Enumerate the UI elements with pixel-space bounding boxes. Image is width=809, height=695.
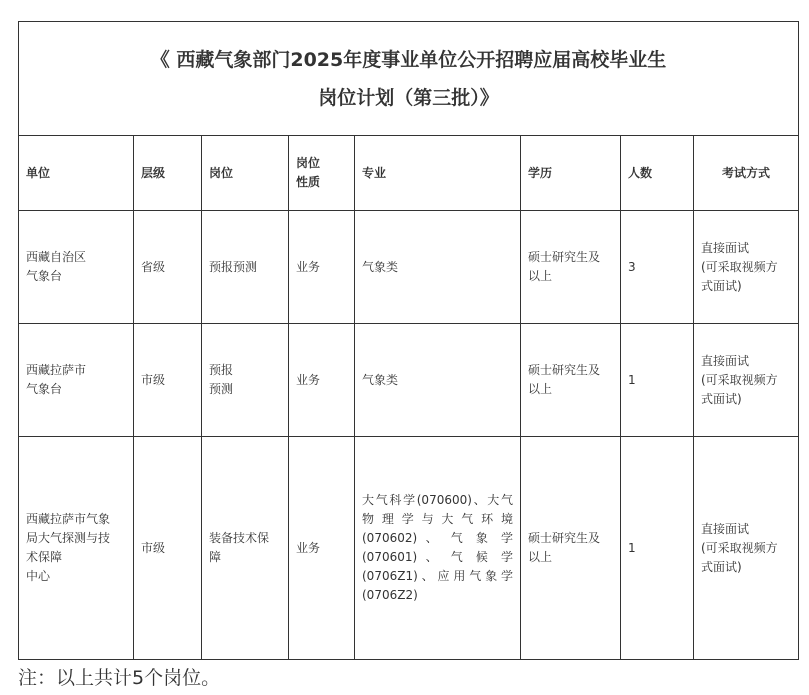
cell-education-line: 硕士研究生及 bbox=[528, 250, 601, 264]
header-nature-line-2: 性质 bbox=[296, 175, 321, 189]
cell-exam-line: 直接面试 bbox=[701, 353, 750, 368]
cell-unit bbox=[19, 324, 134, 437]
cell-education bbox=[521, 437, 621, 660]
title-line-2: 岗位计划（第三批）》 bbox=[318, 86, 499, 109]
cell-level: 市级 bbox=[134, 324, 202, 437]
header-count: 人数 bbox=[621, 136, 694, 211]
cell-exam bbox=[694, 437, 799, 660]
cell-major-line: 大气科学(070600)、大气 bbox=[362, 493, 513, 507]
header-education: 学历 bbox=[521, 136, 621, 211]
cell-exam-line: 直接面试 bbox=[701, 240, 750, 255]
header-position: 岗位 bbox=[202, 136, 289, 211]
cell-exam-line: 式面试) bbox=[701, 278, 742, 293]
header-unit: 单位 bbox=[19, 136, 134, 211]
cell-education-line: 硕士研究生及 bbox=[528, 531, 601, 545]
cell-education-line: 以上 bbox=[528, 269, 553, 283]
cell-position bbox=[202, 437, 289, 660]
cell-unit-line: 西藏拉萨市气象 bbox=[26, 512, 111, 526]
recruitment-plan-table bbox=[18, 21, 799, 660]
cell-education-line: 以上 bbox=[528, 550, 553, 564]
cell-major bbox=[355, 211, 521, 324]
title-line-1: 《 西藏气象部门2025年度事业单位公开招聘应届高校毕业生 bbox=[150, 48, 667, 71]
cell-major-line: (0706Z2) bbox=[362, 588, 418, 602]
cell-exam bbox=[694, 324, 799, 437]
cell-position bbox=[202, 211, 289, 324]
cell-exam-line: 直接面试 bbox=[701, 521, 750, 536]
cell-unit bbox=[19, 211, 134, 324]
cell-major-line: (0706Z1)、应用气象学 bbox=[362, 569, 513, 583]
header-nature bbox=[289, 136, 355, 211]
cell-unit-line: 局大气探测与技 bbox=[26, 531, 111, 545]
cell-major-line: (070601) 、 气 候 学 bbox=[362, 550, 513, 564]
cell-education-line: 硕士研究生及 bbox=[528, 363, 601, 377]
cell-position-line: 装备技术保 bbox=[209, 531, 270, 545]
cell-count: 3 bbox=[621, 211, 694, 324]
cell-position bbox=[202, 324, 289, 437]
cell-exam-line: (可采取视频方 bbox=[701, 372, 778, 387]
cell-major-line: (070602) 、 气 象 学 bbox=[362, 531, 513, 545]
cell-education bbox=[521, 211, 621, 324]
cell-nature: 业务 bbox=[289, 211, 355, 324]
cell-major-line: 物理学与大气环境 bbox=[362, 512, 513, 526]
footnote: 注：以上共计5个岗位。 bbox=[18, 667, 221, 689]
header-row bbox=[19, 136, 799, 211]
cell-position-line: 预测 bbox=[209, 382, 234, 396]
header-level: 层级 bbox=[134, 136, 202, 211]
cell-exam bbox=[694, 211, 799, 324]
table-row bbox=[19, 324, 799, 437]
cell-education bbox=[521, 324, 621, 437]
header-nature-line-1: 岗位 bbox=[296, 156, 321, 170]
cell-exam-line: (可采取视频方 bbox=[701, 259, 778, 274]
cell-nature: 业务 bbox=[289, 437, 355, 660]
header-exam: 考试方式 bbox=[694, 136, 799, 211]
cell-count: 1 bbox=[621, 324, 694, 437]
cell-unit-line: 气象台 bbox=[26, 269, 63, 283]
cell-nature: 业务 bbox=[289, 324, 355, 437]
cell-unit-line: 术保障 bbox=[26, 550, 63, 564]
cell-unit-line: 气象台 bbox=[26, 382, 63, 396]
table-row bbox=[19, 211, 799, 324]
cell-unit bbox=[19, 437, 134, 660]
cell-position-line: 障 bbox=[209, 550, 222, 564]
cell-exam-line: 式面试) bbox=[701, 391, 742, 406]
cell-level: 省级 bbox=[134, 211, 202, 324]
cell-major bbox=[355, 324, 521, 437]
table-title bbox=[19, 22, 799, 136]
cell-exam-line: (可采取视频方 bbox=[701, 540, 778, 555]
cell-unit-line: 中心 bbox=[26, 569, 51, 583]
cell-position-line: 预报 bbox=[209, 363, 234, 377]
cell-count: 1 bbox=[621, 437, 694, 660]
cell-major bbox=[355, 437, 521, 660]
cell-unit-line: 西藏自治区 bbox=[26, 250, 87, 264]
cell-exam-line: 式面试) bbox=[701, 559, 742, 574]
cell-level: 市级 bbox=[134, 437, 202, 660]
cell-education-line: 以上 bbox=[528, 382, 553, 396]
header-major: 专业 bbox=[355, 136, 521, 211]
cell-major-line: 气象类 bbox=[362, 259, 399, 274]
cell-major-line: 气象类 bbox=[362, 372, 399, 387]
cell-unit-line: 西藏拉萨市 bbox=[26, 363, 87, 377]
cell-position-line: 预报预测 bbox=[209, 259, 258, 274]
table-row bbox=[19, 437, 799, 660]
